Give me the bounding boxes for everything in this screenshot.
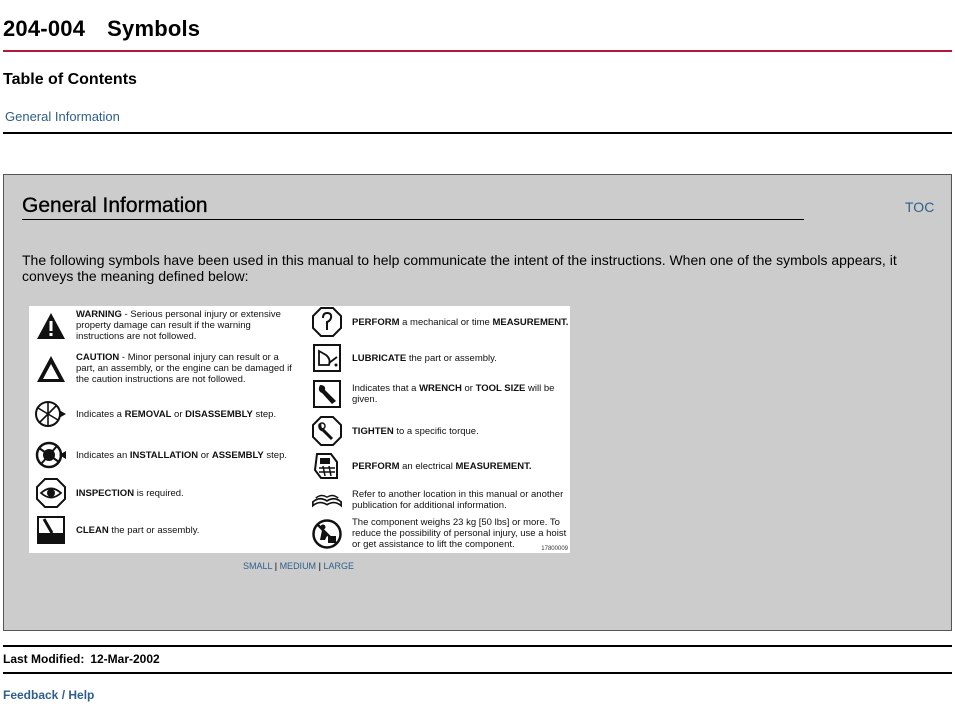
heavy-lift-icon: [311, 518, 343, 550]
symbol-row-installation: [35, 439, 293, 471]
wrench-icon: [311, 378, 343, 410]
symbol-text: The component weighs 23 kg [50 lbs] or more. To reduce the possibility of personal injury, use a hoist or get assistance to lift the component.: [352, 517, 567, 550]
symbol-text: Refer to another location in this manual or another publication for additional information.: [352, 489, 564, 511]
electrical-meter-icon: [311, 450, 343, 482]
symbol-keyword: WARNING: [76, 309, 122, 320]
symbol-row-inspection: [35, 477, 293, 509]
symbol-keyword: INSTALLATION: [129, 449, 199, 461]
toc-divider: [3, 132, 952, 134]
symbol-row-electrical-measurement: [311, 450, 569, 482]
doc-title: Symbols: [107, 16, 201, 41]
symbol-keyword: CLEAN: [76, 524, 109, 536]
symbol-row-reference: [311, 484, 569, 516]
image-size-medium-link[interactable]: MEDIUM: [279, 561, 317, 571]
size-separator: |: [274, 561, 278, 571]
size-separator: |: [318, 561, 321, 571]
symbol-row-tighten: [311, 415, 569, 447]
figure-code: 17800009: [541, 546, 568, 552]
symbol-keyword: TIGHTEN: [352, 425, 394, 437]
warning-triangle-icon: [35, 310, 67, 342]
symbol-keyword: LUBRICATE: [352, 352, 407, 364]
symbol-keyword: TOOL SIZE: [475, 383, 526, 394]
image-size-small-link[interactable]: SMALL: [243, 561, 273, 571]
symbol-text: CAUTION - Minor personal injury can result or a part, an assembly, or the engine can be damaged if the caution instructions are not followed.: [76, 352, 292, 385]
page-title: [3, 16, 200, 42]
doc-number: 204-004: [3, 16, 86, 41]
symbol-row-mechanical-measurement: [311, 306, 569, 338]
footer-divider-bottom: [3, 672, 952, 674]
header-divider: [3, 50, 952, 52]
symbols-legend-figure: [29, 306, 570, 553]
feedback-help-link[interactable]: Feedback / Help: [3, 688, 95, 702]
image-size-large-link[interactable]: LARGE: [323, 561, 354, 571]
symbol-keyword: WRENCH: [419, 383, 462, 394]
symbol-row-heavy-lift: [311, 517, 569, 550]
toc-back-link[interactable]: TOC: [905, 199, 935, 215]
toc-link-general-information[interactable]: General Information: [5, 109, 120, 124]
symbol-keyword: ASSEMBLY: [211, 449, 264, 461]
reference-book-icon: [311, 484, 343, 516]
last-modified-date: 12-Mar-2002: [90, 652, 160, 666]
symbol-text: TIGHTEN to a specific torque.: [352, 425, 479, 437]
section-title: General Information: [22, 194, 208, 217]
symbol-text: Indicates a REMOVAL or DISASSEMBLY step.: [76, 408, 277, 420]
symbol-keyword: MEASUREMENT.: [455, 460, 532, 472]
inspection-eye-icon: [35, 477, 67, 509]
lubricate-oilcan-icon: [311, 342, 343, 374]
general-information-panel: [3, 174, 952, 631]
symbol-text: PERFORM a mechanical or time MEASUREMENT.: [352, 316, 569, 328]
removal-icon: [35, 398, 67, 430]
symbol-row-wrench: [311, 378, 569, 410]
symbol-row-lubricate: [311, 342, 569, 374]
symbol-keyword: PERFORM: [352, 316, 400, 328]
last-modified-label: Last Modified:: [3, 652, 85, 666]
symbol-keyword: MEASUREMENT.: [492, 316, 569, 328]
symbol-row-removal: [35, 398, 293, 430]
caution-triangle-icon: [35, 353, 67, 385]
toc-heading: Table of Contents: [3, 71, 137, 88]
symbol-keyword: CAUTION: [76, 352, 120, 363]
symbol-text: LUBRICATE the part or assembly.: [352, 352, 497, 364]
symbol-text: INSPECTION is required.: [76, 487, 184, 499]
symbol-text: CLEAN the part or assembly.: [76, 524, 200, 536]
measurement-gauge-icon: [311, 306, 343, 338]
section-title-underline: [22, 219, 804, 220]
footer-divider-top: [3, 645, 952, 647]
symbol-row-clean: [35, 514, 293, 546]
symbol-keyword: DISASSEMBLY: [185, 408, 253, 420]
image-size-links: [243, 561, 354, 571]
torque-wrench-icon: [311, 415, 343, 447]
symbol-row-warning: [35, 309, 293, 342]
clean-icon: [35, 514, 67, 546]
symbol-text: WARNING - Serious personal injury or extensive property damage can result if the warning instructions are not followed.: [76, 309, 281, 342]
symbol-text: PERFORM an electrical MEASUREMENT.: [352, 460, 532, 472]
last-modified: [3, 652, 160, 666]
symbol-text: Indicates that a WRENCH or TOOL SIZE will be given.: [352, 383, 555, 405]
symbol-keyword: PERFORM: [352, 460, 400, 472]
symbol-text: Indicates an INSTALLATION or ASSEMBLY step.: [76, 449, 288, 461]
symbol-row-caution: [35, 352, 293, 385]
symbol-keyword: INSPECTION: [76, 487, 135, 499]
intro-paragraph: The following symbols have been used in this manual to help communicate the intent of the instructions. When one of the symbols appears, it conveys the meaning defined below:: [22, 252, 897, 284]
installation-icon: [35, 439, 67, 471]
symbol-keyword: REMOVAL: [124, 408, 172, 420]
